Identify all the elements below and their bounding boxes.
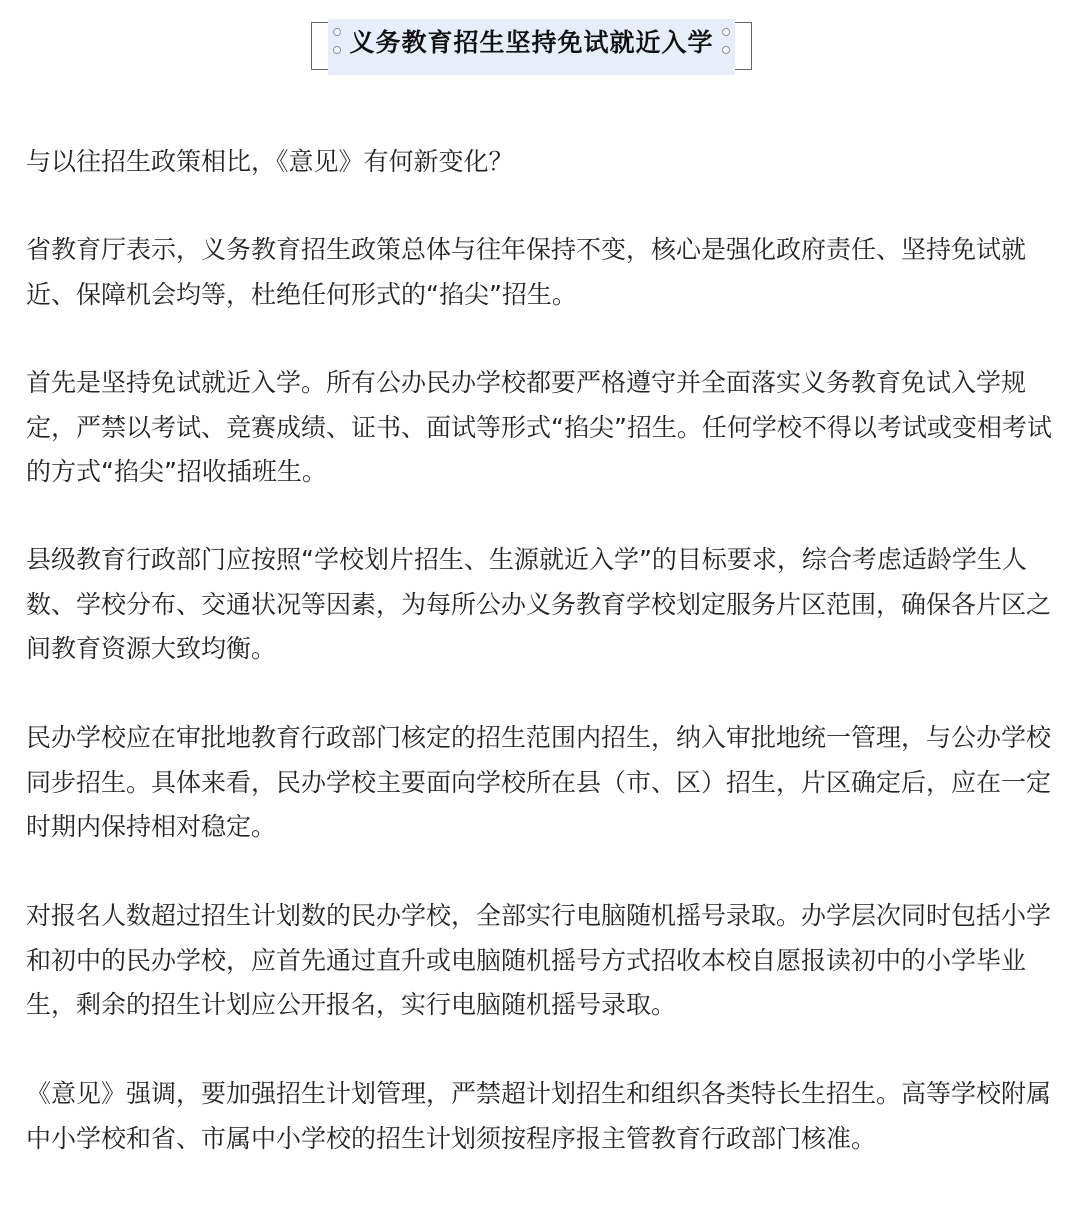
paragraph: 对报名人数超过招生计划数的民办学校，全部实行电脑随机摇号录取。办学层次同时包括小学和初中的民办学校，应首先通过直升或电脑随机摇号方式招收本校自愿报读初中的小学毕业生，剩余的招生计划应公开报名，实行电脑随机摇号录取。 <box>26 901 1052 1019</box>
title-highlight <box>328 19 735 75</box>
paragraph-question: 与以往招生政策相比，《意见》有何新变化？ <box>26 147 514 176</box>
paragraph: 民办学校应在审批地教育行政部门核定的招生范围内招生，纳入审批地统一管理，与公办学校同步招生。具体来看，民办学校主要面向学校所在县（市、区）招生，片区确定后，应在一定时期内保持相对稳定。 <box>26 723 1052 841</box>
paragraph: 省教育厅表示，义务教育招生政策总体与往年保持不变，核心是强化政府责任、坚持免试就近、保障机会均等，杜绝任何形式的“掐尖”招生。 <box>26 235 1027 309</box>
paragraph: 《意见》强调，要加强招生计划管理，严禁超计划招生和组织各类特长生招生。高等学校附属中小学校和省、市属中小学校的招生计划须按程序报主管教育行政部门核准。 <box>26 1079 1052 1153</box>
paragraph: 首先是坚持免试就近入学。所有公办民办学校都要严格遵守并全面落实义务教育免试入学规定，严禁以考试、竞赛成绩、证书、面试等形式“掐尖”招生。任何学校不得以考试或变相考试的方式“掐尖”招收插班生。 <box>26 368 1052 486</box>
section-title: 义务教育招生坚持免试就近入学 <box>349 28 714 57</box>
paragraph: 县级教育行政部门应按照“学校划片招生、生源就近入学”的目标要求，综合考虑适龄学生人数、学校分布、交通状况等因素，为每所公办义务教育学校划定服务片区范围，确保各片区之间教育资源大致均衡。 <box>26 545 1052 663</box>
section-title-box <box>311 22 752 70</box>
